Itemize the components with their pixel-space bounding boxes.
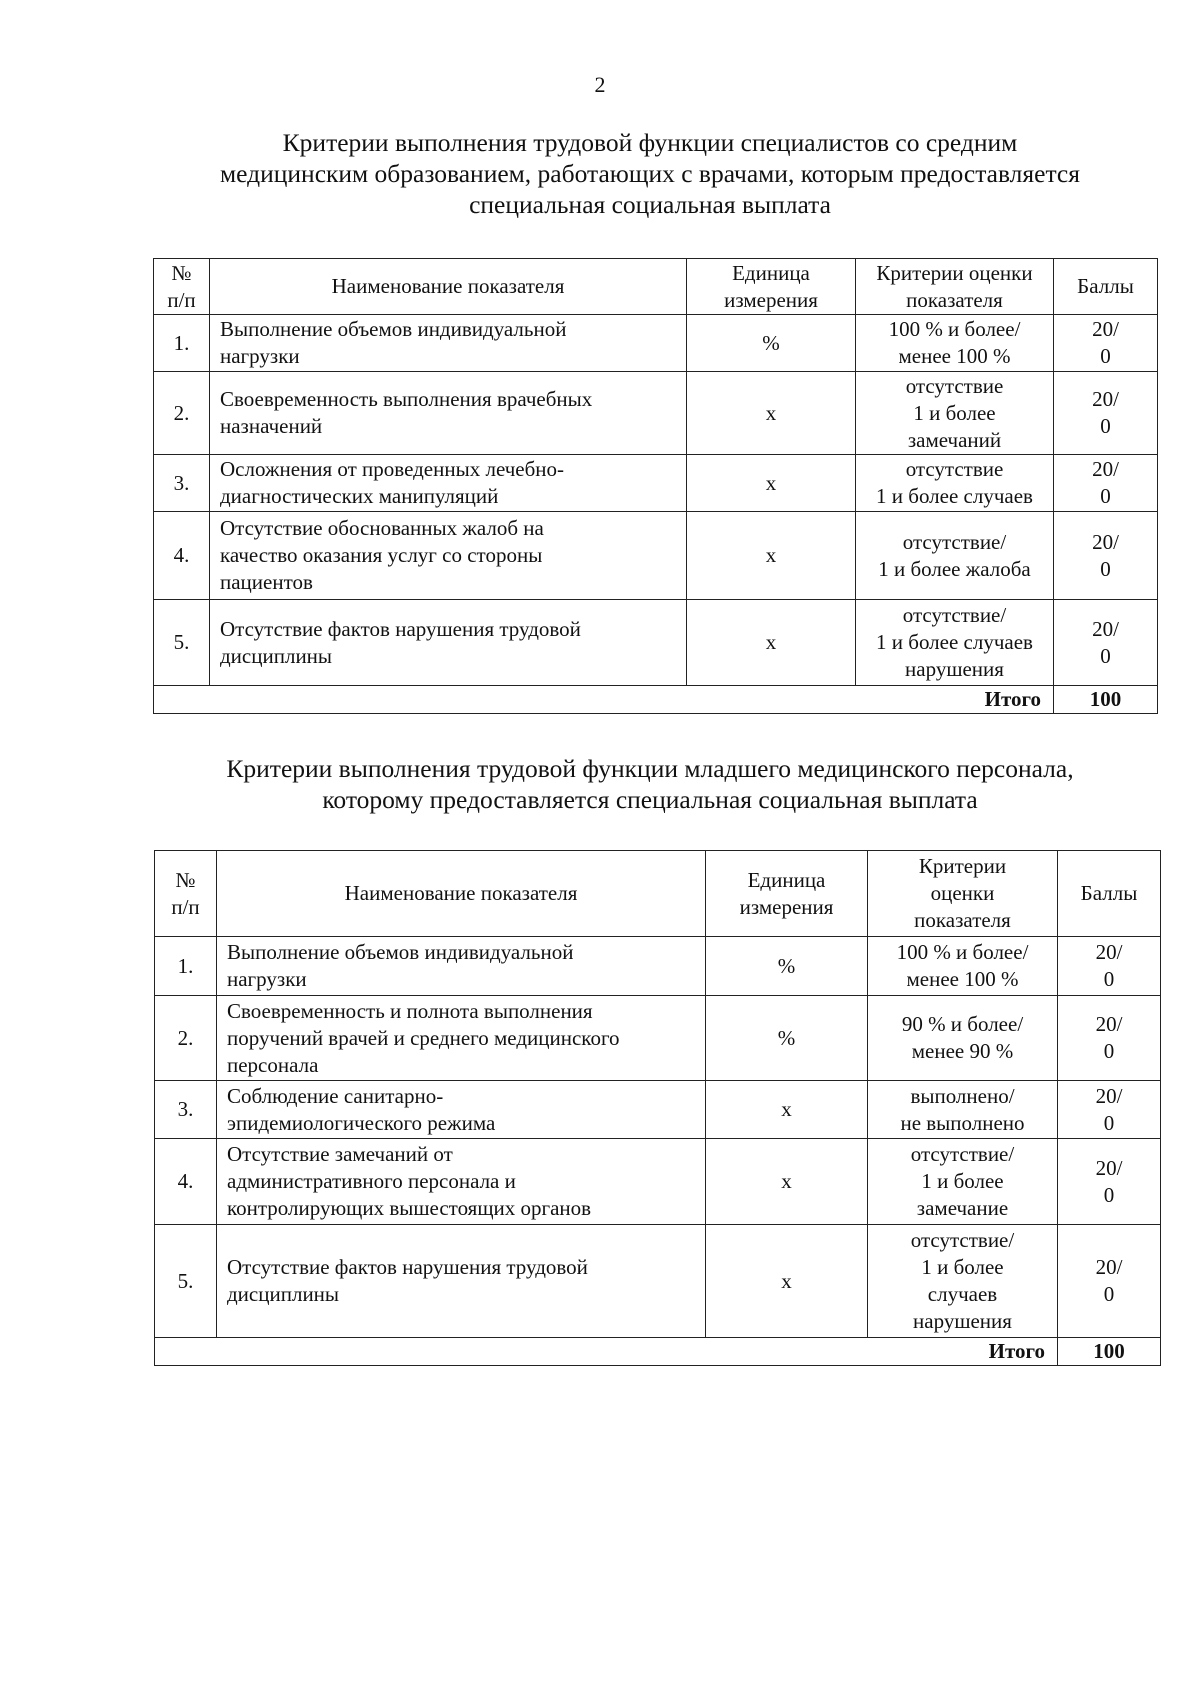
row-unit: х xyxy=(706,1139,868,1225)
total-value: 100 xyxy=(1058,1338,1161,1366)
total-label: Итого xyxy=(154,686,1054,714)
row-points: 20/ 0 xyxy=(1054,372,1158,455)
row-name: Соблюдение санитарно- эпидемиологического режима xyxy=(217,1081,706,1139)
header-name: Наименование показателя xyxy=(217,851,706,937)
title-line: медицинским образованием, работающих с врачами, которым предоставляется xyxy=(220,159,1080,188)
row-criteria: отсутствие 1 и более случаев xyxy=(856,455,1054,512)
row-num: 2. xyxy=(154,372,210,455)
row-name: Отсутствие фактов нарушения трудовой дисциплины xyxy=(210,600,687,686)
total-row xyxy=(154,686,1158,714)
row-unit: х xyxy=(687,372,856,455)
section2-title xyxy=(150,753,1150,815)
row-num: 5. xyxy=(154,600,210,686)
row-unit: х xyxy=(687,600,856,686)
page-number: 2 xyxy=(594,72,606,97)
row-unit: х xyxy=(706,1081,868,1139)
header-points: Баллы xyxy=(1058,851,1161,937)
row-name: Выполнение объемов индивидуальной нагрузки xyxy=(210,315,687,372)
table-row xyxy=(155,1225,1161,1338)
row-criteria: отсутствие/ 1 и более жалоба xyxy=(856,512,1054,600)
row-num: 3. xyxy=(154,455,210,512)
table-header-row xyxy=(155,851,1161,937)
row-unit: х xyxy=(706,1225,868,1338)
row-name: Выполнение объемов индивидуальной нагрузки xyxy=(217,937,706,996)
row-points: 20/ 0 xyxy=(1054,512,1158,600)
header-name: Наименование показателя xyxy=(210,259,687,315)
row-unit: х xyxy=(687,512,856,600)
table-row xyxy=(154,600,1158,686)
title-line: специальная социальная выплата xyxy=(469,190,831,219)
criteria-table-junior-staff xyxy=(154,850,1161,1366)
row-num: 4. xyxy=(154,512,210,600)
row-unit: % xyxy=(706,996,868,1081)
total-row xyxy=(155,1338,1161,1366)
title-line: Критерии выполнения трудовой функции младшего медицинского персонала, xyxy=(226,754,1074,783)
table-header-row xyxy=(154,259,1158,315)
table-row xyxy=(154,512,1158,600)
row-unit: х xyxy=(687,455,856,512)
row-name: Отсутствие обоснованных жалоб на качество оказания услуг со стороны пациентов xyxy=(210,512,687,600)
row-num: 3. xyxy=(155,1081,217,1139)
table-row xyxy=(154,372,1158,455)
table-row xyxy=(155,937,1161,996)
table-row xyxy=(155,1139,1161,1225)
row-points: 20/ 0 xyxy=(1054,455,1158,512)
header-criteria: Критерии оценки показателя xyxy=(868,851,1058,937)
row-points: 20/ 0 xyxy=(1058,1139,1161,1225)
row-points: 20/ 0 xyxy=(1058,1225,1161,1338)
table-row xyxy=(155,996,1161,1081)
header-num: № п/п xyxy=(154,259,210,315)
row-num: 5. xyxy=(155,1225,217,1338)
row-unit: % xyxy=(706,937,868,996)
row-num: 1. xyxy=(155,937,217,996)
row-points: 20/ 0 xyxy=(1058,996,1161,1081)
row-criteria: отсутствие/ 1 и более замечание xyxy=(868,1139,1058,1225)
row-num: 4. xyxy=(155,1139,217,1225)
header-criteria: Критерии оценки показателя xyxy=(856,259,1054,315)
row-criteria: отсутствие/ 1 и более случаев нарушения xyxy=(856,600,1054,686)
row-name: Своевременность выполнения врачебных назначений xyxy=(210,372,687,455)
row-name: Отсутствие фактов нарушения трудовой дисциплины xyxy=(217,1225,706,1338)
row-points: 20/ 0 xyxy=(1058,1081,1161,1139)
row-criteria: отсутствие/ 1 и более случаев нарушения xyxy=(868,1225,1058,1338)
header-num: № п/п xyxy=(155,851,217,937)
row-criteria: 100 % и более/ менее 100 % xyxy=(868,937,1058,996)
header-unit: Единица измерения xyxy=(706,851,868,937)
row-name: Своевременность и полнота выполнения поручений врачей и среднего медицинского персонала xyxy=(217,996,706,1081)
header-points: Баллы xyxy=(1054,259,1158,315)
row-num: 2. xyxy=(155,996,217,1081)
title-line: которому предоставляется специальная социальная выплата xyxy=(322,785,978,814)
row-points: 20/ 0 xyxy=(1058,937,1161,996)
criteria-table-specialists xyxy=(153,258,1158,714)
header-unit: Единица измерения xyxy=(687,259,856,315)
row-criteria: выполнено/ не выполнено xyxy=(868,1081,1058,1139)
table-row xyxy=(155,1081,1161,1139)
table-row xyxy=(154,455,1158,512)
row-criteria: отсутствие 1 и более замечаний xyxy=(856,372,1054,455)
section1-title xyxy=(150,127,1150,220)
row-unit: % xyxy=(687,315,856,372)
row-criteria: 90 % и более/ менее 90 % xyxy=(868,996,1058,1081)
row-name: Осложнения от проведенных лечебно- диагностических манипуляций xyxy=(210,455,687,512)
row-points: 20/ 0 xyxy=(1054,315,1158,372)
row-name: Отсутствие замечаний от административного персонала и контролирующих вышестоящих органов xyxy=(217,1139,706,1225)
row-num: 1. xyxy=(154,315,210,372)
row-points: 20/ 0 xyxy=(1054,600,1158,686)
total-label: Итого xyxy=(155,1338,1058,1366)
total-value: 100 xyxy=(1054,686,1158,714)
row-criteria: 100 % и более/ менее 100 % xyxy=(856,315,1054,372)
table-row xyxy=(154,315,1158,372)
title-line: Критерии выполнения трудовой функции специалистов со средним xyxy=(282,128,1018,157)
